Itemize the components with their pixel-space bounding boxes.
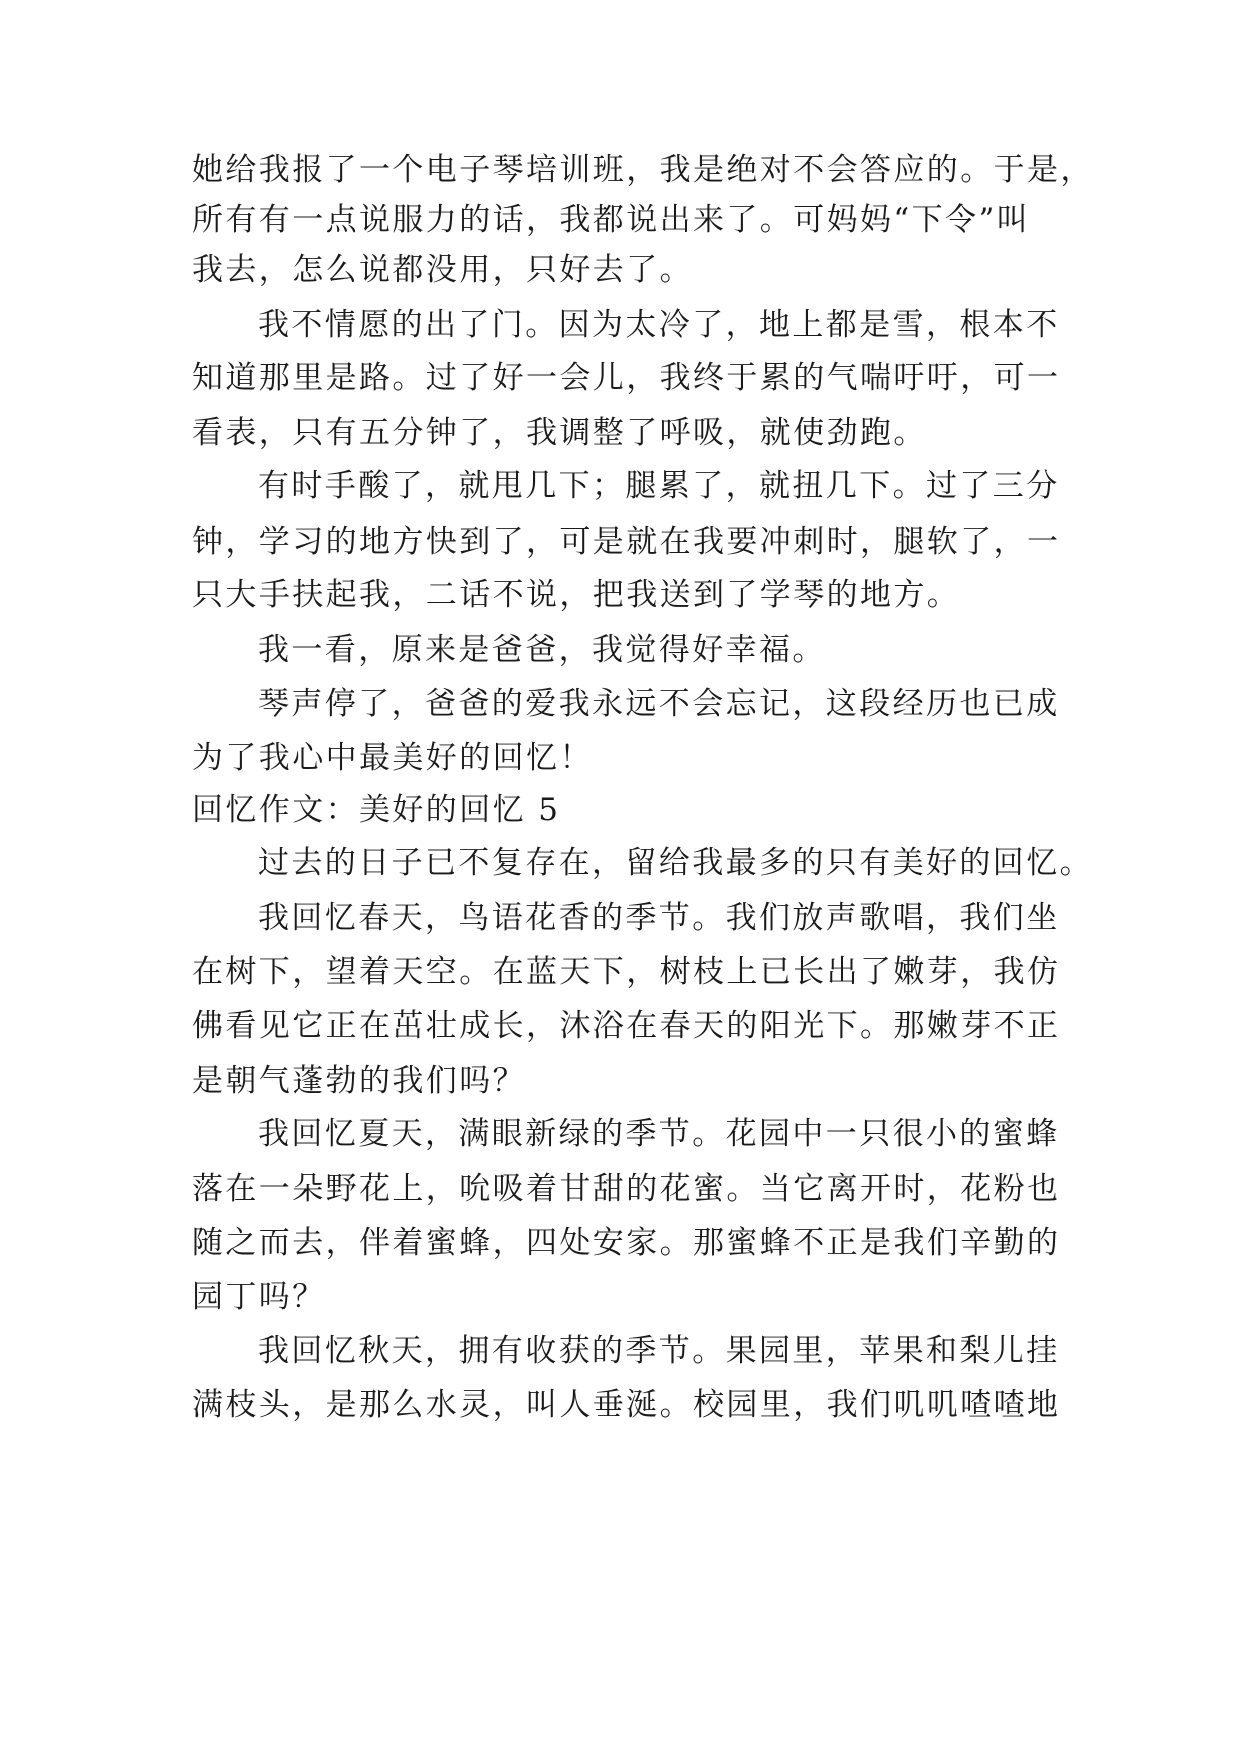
paragraph-start-line: 我回忆春天，鸟语花香的季节。我们放声歌唱，我们坐 <box>258 900 1060 936</box>
text-line: 园丁吗？ <box>192 1279 326 1315</box>
section-heading: 回忆作文：美好的回忆 5 <box>192 792 561 828</box>
paragraph-start-line: 我不情愿的出了门。因为太冷了，地上都是雪，根本不 <box>258 307 1060 343</box>
text-line: 只大手扶起我，二话不说，把我送到了学琴的地方。 <box>192 577 961 613</box>
paragraph-start-line: 我一看，原来是爸爸，我觉得好幸福。 <box>258 632 826 668</box>
text-line: 佛看见它正在茁壮成长，沐浴在春天的阳光下。那嫩芽不正 <box>192 1008 1061 1044</box>
text-line: 所有有一点说服力的话，我都说出来了。可妈妈“下令”叫 <box>192 202 1031 238</box>
text-line: 随之而去，伴着蜜蜂，四处安家。那蜜蜂不正是我们辛勤的 <box>192 1225 1061 1261</box>
paragraph-start-line: 过去的日子已不复存在，留给我最多的只有美好的回忆。 <box>258 845 1093 881</box>
paragraph-start-line: 琴声停了，爸爸的爱我永远不会忘记，这段经历也已成 <box>258 686 1060 722</box>
text-line: 钟，学习的地方快到了，可是就在我要冲刺时，腿软了，一 <box>192 524 1061 560</box>
text-line: 我去，怎么说都没用，只好去了。 <box>192 252 693 288</box>
text-line: 她给我报了一个电子琴培训班，我是绝对不会答应的。于是， <box>192 152 1094 188</box>
paragraph-start-line: 我回忆秋天，拥有收获的季节。果园里，苹果和梨儿挂 <box>258 1333 1060 1369</box>
text-line: 是朝气蓬勃的我们吗？ <box>192 1063 526 1099</box>
text-line: 为了我心中最美好的回忆！ <box>192 740 593 776</box>
text-line: 知道那里是路。过了好一会儿，我终于累的气喘吁吁，可一 <box>192 360 1061 396</box>
paragraph-start-line: 我回忆夏天，满眼新绿的季节。花园中一只很小的蜜蜂 <box>258 1116 1060 1152</box>
text-line: 看表，只有五分钟了，我调整了呼吸，就使劲跑。 <box>192 415 927 451</box>
text-line: 落在一朵野花上，吮吸着甘甜的花蜜。当它离开时，花粉也 <box>192 1171 1061 1207</box>
text-line: 满枝头，是那么水灵，叫人垂涎。校园里，我们叽叽喳喳地 <box>192 1387 1061 1423</box>
paragraph-start-line: 有时手酸了，就甩几下；腿累了，就扭几下。过了三分 <box>258 468 1060 504</box>
text-line: 在树下，望着天空。在蓝天下，树枝上已长出了嫩芽，我仿 <box>192 954 1061 990</box>
